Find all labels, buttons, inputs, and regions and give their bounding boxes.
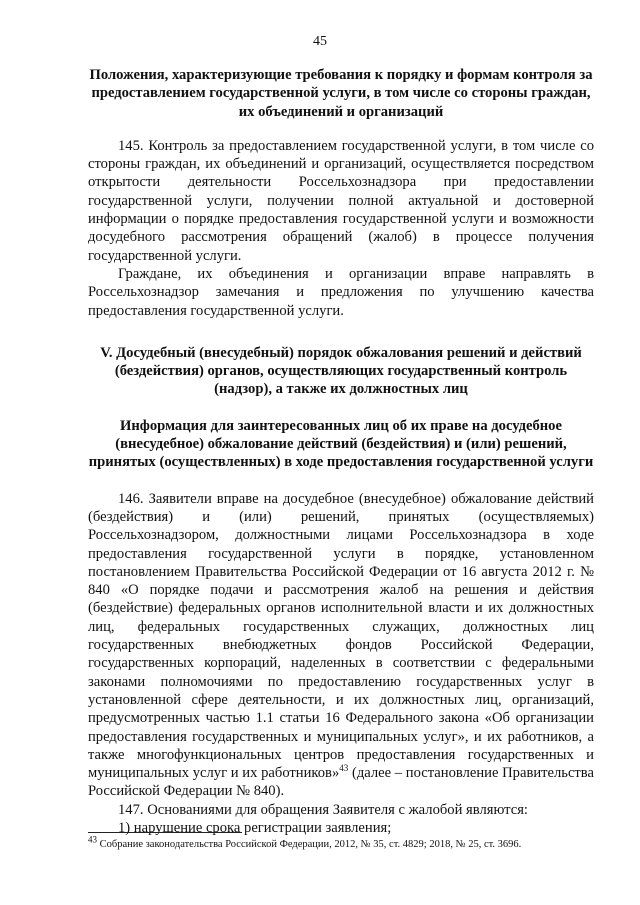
paragraph-146-text: 146. Заявители вправе на досудебное (внесудебное) обжалование действий (бездействия) и (или) решений, принятых (осуществляемых) Россельхознадзором, должностными лицами Россельхознадзора в ходе предоставления государственной услуги в порядке, установленном постановлением Правительства Российской Федерации от 16 августа 2012 г. № 840 «О порядке подачи и рассмотрения жалоб на решения и действия (бездействие) федеральных органов исполнительной власти и их должностных лиц, федеральных государственных служащих, должностных лиц государственных внебюджетных фондов Российской Федерации, государственных корпораций, наделенных в соответствии с федеральными законами полномочиями по предоставлению государственных услуг в установленной сфере деятельности, и их должностных лиц, организаций, предусмотренных частью 1.1 статьи 16 Федерального закона «Об организации предоставления государственных и муниципальных услуг», и их работников, а также многофункциональных центров предоставления государственных и муниципальных услуг и их работников»: [88, 490, 594, 782]
footnote: [88, 834, 594, 851]
paragraph-146: [88, 490, 594, 801]
page-number: 45: [313, 34, 327, 49]
paragraph-146-tail: (далее – постановление Правительства Российской Федерации № 840).: [88, 765, 594, 800]
footnote-divider: [88, 832, 242, 833]
subsection-heading-appeal-info: Информация для заинтересованных лиц об их праве на досудебное (внесудебное) обжалование действий (бездействия) и (или) решений, принятых (осуществленных) в ходе предоставления государственной услуги: [88, 417, 594, 471]
footnote-text: Собрание законодательства Российской Федерации, 2012, № 35, ст. 4829; 2018, № 25, ст. 3696.: [97, 839, 522, 850]
paragraph-145: 145. Контроль за предоставлением государственной услуги, в том числе со стороны граждан, их объединений и организаций, осуществляется посредством открытости деятельности Россельхознадзора при предоставлении государственной услуги, получении полной актуальной и достоверной информации о порядке предоставления государственной услуги и возможности досудебного рассмотрения обращений (жалоб) в процессе получения государственной услуги.: [88, 137, 594, 264]
section-v-heading: V. Досудебный (внесудебный) порядок обжалования решений и действий (бездействия) органов, осуществляющих государственный контроль (надзор), а также их должностных лиц: [100, 344, 582, 398]
paragraph-147: 147. Основаниями для обращения Заявителя с жалобой являются:: [118, 801, 528, 818]
list-item-1: 1) нарушение срока регистрации заявления;: [118, 819, 392, 836]
footnote-reference: 43: [339, 763, 349, 774]
paragraph-145-citizens: Граждане, их объединения и организации вправе направлять в Россельхознадзор замечания и предложения по улучшению качества предоставления государственной услуги.: [88, 265, 594, 319]
footnote-number: 43: [88, 834, 97, 845]
page-content: [88, 66, 594, 837]
section-heading-control: Положения, характеризующие требования к порядку и формам контроля за предоставлением государственной услуги, в том числе со стороны граждан, их объединений и организаций: [89, 67, 593, 120]
